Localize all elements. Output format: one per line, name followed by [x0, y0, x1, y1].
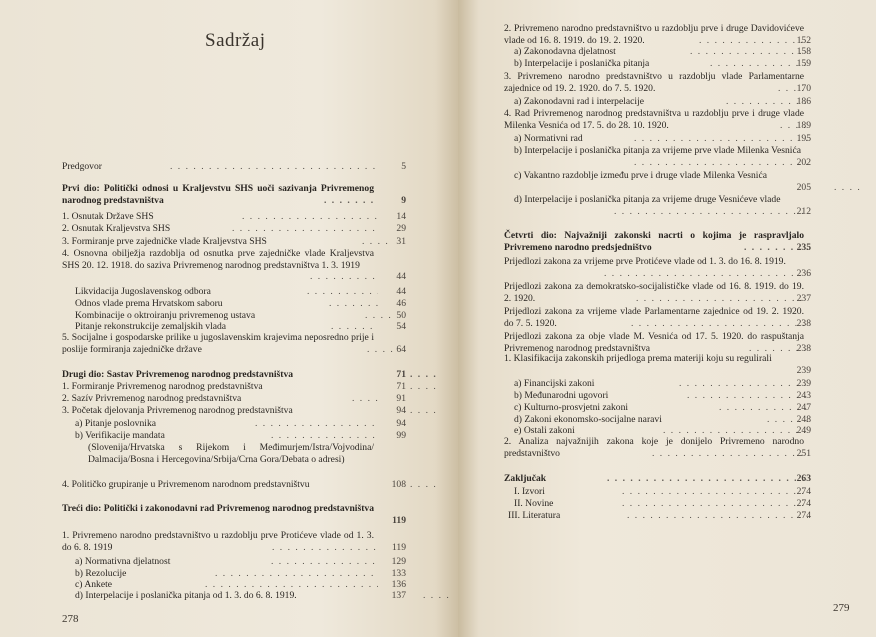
toc-entry-title: Četvrti dio: Najvažniji zakonski nacrti o kojima je raspravljalo Privremeno narodno predsjedništvo: [504, 230, 804, 253]
toc-page-number: 202: [796, 156, 811, 168]
right-toc-entry: [514, 58, 838, 70]
toc-entry-title: a) Pitanje poslovnika: [75, 418, 156, 429]
right-toc-entry: [514, 170, 838, 193]
right-toc-entry: [504, 256, 838, 279]
toc-page-number: 71: [396, 369, 406, 380]
toc-page-number: 50: [396, 310, 406, 321]
leader-dots: [627, 510, 808, 522]
left-toc-entry: [62, 236, 408, 248]
left-toc-entry: [75, 568, 408, 580]
toc-page-number: 129: [391, 556, 406, 567]
toc-entry-title: b) Međunarodni ugovori: [514, 390, 609, 401]
toc-entry-title: Odnos vlade prema Hrvatskom saboru: [75, 298, 223, 309]
toc-entry-title: Prijedlozi zakona za obje vlade M. Vesnića od 17. 5. 1920. do raspuštanja Privremenog narodnog predstavništva: [504, 331, 804, 354]
toc-page-number: 159: [796, 58, 811, 69]
toc-entry-title: I. Izvori: [514, 486, 545, 497]
toc-entry-title: e) Ostali zakoni: [514, 425, 575, 436]
toc-entry-title: Kombinacije o oktroiranju privremenog ustava: [75, 310, 256, 321]
toc-page-number: 71: [396, 381, 406, 392]
leader-dots: [310, 271, 378, 283]
toc-entry-title: Prvi dio: Politički odnosi u Kraljevstvu SHS uoči sazivanja Privremenog narodnog predstavništva: [62, 183, 374, 206]
left-toc-entry: [62, 369, 408, 381]
toc-page-number: 94: [396, 418, 406, 429]
left-toc-entry: [75, 286, 408, 298]
toc-page-number: 64: [396, 343, 406, 355]
left-toc-entry: [62, 161, 408, 173]
left-toc-entry: [62, 530, 408, 553]
toc-entry-title: 2. Osnutak Kraljevstva SHS: [62, 223, 171, 234]
left-toc-entry: [62, 223, 408, 235]
toc-page-number: 237: [796, 292, 811, 304]
toc-entry-title: d) Interpelacije i poslanička pitanja od 1. 3. do 6. 8. 1919.: [75, 590, 297, 601]
leader-dots: [232, 223, 378, 235]
right-toc-entry: [504, 230, 838, 253]
toc-page-number: 14: [396, 211, 406, 222]
leader-dots: [410, 381, 440, 393]
toc-entry-title: a) Zakonodavni rad i interpelacije: [514, 96, 644, 107]
left-toc-entry: [62, 183, 408, 206]
right-toc-entry: [504, 108, 838, 131]
leader-dots: [329, 298, 378, 310]
page-number-right: 279: [833, 602, 850, 614]
toc-entry-title: b) Interpelacije i poslanička pitanja za vrijeme prve vlade Milenka Vesnića: [514, 145, 801, 156]
toc-entry-title: c) Vakantno razdoblje između prve i druge vlade Milenka Vesnića: [514, 170, 767, 181]
right-toc-entry: [514, 46, 838, 58]
leader-dots: [634, 157, 808, 169]
toc-entry-title: Pitanje rekonstrukcije zemaljskih vlada: [75, 321, 227, 332]
leader-dots: [255, 418, 378, 430]
right-toc-entry: [514, 498, 838, 510]
right-toc-entry: [504, 436, 838, 459]
left-toc-entry: [75, 579, 408, 591]
toc-entry-title: Treći dio: Politički i zakonodavni rad Privremenog narodnog predstavništva: [62, 503, 374, 514]
toc-entry-title: a) Normativna djelatnost: [75, 556, 171, 567]
toc-entry-title: 1. Formiranje Privremenog narodnog predstavništva: [62, 381, 263, 392]
right-toc-entry: [504, 306, 838, 329]
right-toc-entry: [514, 378, 838, 390]
toc-page-number: 239: [796, 364, 811, 376]
toc-entry-title: a) Zakonodavna djelatnost: [514, 46, 616, 57]
left-toc-entry: [75, 418, 408, 430]
left-toc-entry: [75, 590, 408, 602]
right-toc-entry: [514, 414, 838, 426]
toc-page-number: 205: [796, 181, 811, 193]
right-page: [458, 0, 876, 637]
toc-entry-title: 2. Analiza najvažnijih zakona koje je donijelo Privremeno narodno predstavništvo: [504, 436, 804, 459]
left-toc-entry: [62, 211, 408, 223]
toc-page-number: 44: [396, 286, 406, 297]
toc-page-number: 263: [796, 473, 811, 484]
leader-dots: [410, 405, 440, 417]
toc-entry-title: III. Literatura: [508, 510, 561, 521]
toc-page-number: 274: [796, 510, 811, 521]
toc-entry-title: II. Novine: [514, 498, 554, 509]
left-toc-entry: [75, 556, 408, 568]
leader-dots: [215, 568, 378, 580]
leader-dots: [423, 590, 453, 602]
right-toc-entry: [504, 281, 838, 304]
leader-dots: [271, 430, 378, 442]
left-toc-entry: [62, 332, 408, 355]
toc-entry-title: 3. Formiranje prve zajedničke vlade Kraljevstva SHS: [62, 236, 267, 247]
leader-dots: [607, 473, 808, 485]
toc-page-number: 158: [796, 46, 811, 57]
leader-dots: [622, 498, 808, 510]
toc-entry-title: (Slovenija/Hrvatska s Rijekom i Međimurjem/Istra/Vojvodina/ Dalmacija/Bosna i Hercegovina/Srbija/Crna Gora/Debata o adresi): [88, 442, 374, 465]
leader-dots: [614, 206, 808, 218]
left-toc-entry: [62, 248, 408, 283]
toc-page-number: 186: [796, 96, 811, 107]
toc-page-number: 108: [391, 479, 406, 490]
toc-entry-title: a) Financijski zakoni: [514, 378, 595, 389]
toc-page-number: 9: [401, 194, 406, 206]
toc-page-number: 119: [391, 541, 406, 553]
leader-dots: [324, 195, 378, 207]
toc-entry-title: Prijedlozi zakona za demokratsko-socijalističke vlade od 16. 8. 1919. do 19. 2. 1920.: [504, 281, 804, 304]
toc-entry-title: b) Verifikacije mandata: [75, 430, 165, 441]
toc-entry-title: d) Interpelacije i poslanička pitanja za vrijeme druge Vesnićeve vlade: [514, 194, 781, 205]
toc-entry-title: Prijedlozi zakona za vrijeme prve Protićeve vlade od 1. 3. do 16. 8. 1919.: [504, 256, 786, 267]
right-toc-entry: [514, 133, 838, 145]
left-toc-entry: [62, 381, 408, 393]
toc-entry-title: a) Normativni rad: [514, 133, 583, 144]
toc-page-number: 54: [396, 321, 406, 332]
toc-page-number: 31: [396, 236, 406, 247]
left-toc-entry: [88, 442, 408, 477]
toc-entry-title: 1. Klasifikacija zakonskih prijedloga prema materiji koju su regulirali: [504, 353, 772, 364]
left-toc-entry: [75, 321, 408, 333]
leader-dots: [410, 479, 440, 491]
leader-dots: [242, 211, 378, 223]
toc-page-number: 44: [396, 271, 406, 282]
right-toc-entry: [514, 390, 838, 402]
toc-page-number: 94: [396, 405, 406, 416]
toc-entry-title: d) Zakoni ekonomsko-socijalne naravi: [514, 414, 662, 425]
toc-page-number: 5: [401, 161, 406, 172]
toc-page-number: 46: [396, 298, 406, 309]
left-toc-entry: [75, 298, 408, 310]
toc-page-number: 170: [796, 82, 811, 94]
toc-entry-title: b) Interpelacije i poslanička pitanja: [514, 58, 650, 69]
toc-entry-title: 5. Socijalne i gospodarske prilike u jugoslavenskim krajevima neposredno prije i poslije formiranja zajedničke države: [62, 332, 374, 355]
leader-dots: [631, 318, 808, 330]
toc-entry-title: 2. Sazív Privremenog narodnog predstavništva: [62, 393, 242, 404]
toc-entry-title: c) Kulturno-prosvjetni zakoni: [514, 402, 629, 413]
toc-page-number: 251: [796, 447, 811, 459]
leader-dots: [634, 133, 808, 145]
leader-dots: [834, 182, 864, 194]
leader-dots: [271, 556, 378, 568]
toc-page-number: 274: [796, 498, 811, 509]
leader-dots: [604, 268, 808, 280]
toc-entry-title: 3. Privremeno narodno predstavništvo u razdoblju vlade Parlamentarne zajednice od 19. 2. 1920. do 7. 5. 1920.: [504, 71, 804, 94]
toc-entry-title: Likvidacija Jugoslavenskog odbora: [75, 286, 211, 297]
right-toc-entry: [504, 71, 838, 94]
toc-entry-title: 4. Rad Privremenog narodnog predstavništva u razdoblju prve i druge vlade Milenka Vesnića od 17. 5. do 28. 10. 1920.: [504, 108, 804, 131]
left-toc-entry: [62, 479, 408, 491]
toc-entry-title: c) Ankete: [75, 579, 113, 590]
right-toc-entry: [504, 473, 838, 485]
toc-page-number: 137: [391, 590, 406, 601]
toc-page-number: 248: [796, 414, 811, 425]
right-toc-entry: [504, 331, 838, 354]
leader-dots: [272, 542, 378, 554]
toc-entry-title: Drugi dio: Sastav Privremenog narodnog predstavništva: [62, 369, 294, 380]
leader-dots: [410, 369, 440, 381]
toc-entry-title: Predgovor: [62, 161, 102, 172]
toc-page-number: 243: [796, 390, 811, 401]
right-toc-entry: [514, 145, 838, 168]
leader-dots: [170, 161, 378, 173]
toc-page-number: 238: [796, 342, 811, 354]
page-title: Sadržaj: [205, 30, 266, 51]
toc-page-number: 133: [391, 568, 406, 579]
toc-page-number: 238: [796, 317, 811, 329]
toc-page-number: 236: [796, 267, 811, 279]
leader-dots: [331, 321, 378, 333]
toc-entry-title: 1. Privremeno narodno predstavništvo u razdoblju prve Protićeve vlade od 1. 3. do 6. 8. 1919: [62, 530, 374, 553]
left-toc-entry: [62, 393, 408, 405]
toc-entry-title: Zaključak: [504, 473, 547, 484]
toc-page-number: 189: [796, 119, 811, 131]
right-toc-entry: [504, 23, 838, 46]
toc-entry-title: 3. Početak djelovanja Privremenog narodnog predstavništva: [62, 405, 293, 416]
toc-page-number: 119: [392, 514, 406, 526]
toc-entry-title: 2. Privremeno narodno predstavništvo u razdoblju prve i druge Davidovićeve vlade od 16. 8. 1919. do 19. 2. 1920.: [504, 23, 804, 46]
right-toc-entry: [508, 510, 838, 522]
leader-dots: [636, 293, 808, 305]
leader-dots: [652, 448, 808, 460]
toc-page-number: 235: [796, 241, 811, 253]
toc-entry-title: b) Rezolucije: [75, 568, 127, 579]
right-toc-entry: [514, 486, 838, 498]
toc-page-number: 247: [796, 402, 811, 413]
right-toc-entry: [514, 425, 838, 437]
toc-entry-title: Prijedlozi zakona za vrijeme vlade Parlamentarne zajednice od 19. 2. 1920. do 7. 5. 1920.: [504, 306, 804, 329]
right-toc-entry: [504, 353, 838, 376]
left-toc-entry: [62, 405, 408, 417]
left-toc-entry: [62, 503, 408, 526]
toc-page-number: 136: [391, 579, 406, 590]
toc-page-number: 239: [796, 378, 811, 389]
toc-page-number: 212: [796, 205, 811, 217]
toc-entry-title: 1. Osnutak Države SHS: [62, 211, 154, 222]
toc-page-number: 274: [796, 486, 811, 497]
toc-page-number: 152: [796, 34, 811, 46]
toc-page-number: 195: [796, 133, 811, 144]
right-toc-entry: [514, 402, 838, 414]
toc-entry-title: 4. Osnovna obilježja razdoblja od osnutka prve zajedničke vlade Kraljevstva SHS 20. 12. 1918. do saziva Privremenog narodnog predstavništva 1. 3. 1919: [62, 248, 374, 271]
toc-page-number: 29: [396, 223, 406, 234]
left-toc-entry: [75, 310, 408, 322]
toc-entry-title: 4. Političko grupiranje u Privremenom narodnom predstavništvu: [62, 479, 310, 490]
leader-dots: [307, 286, 378, 298]
left-toc-entry: [75, 430, 408, 442]
leader-dots: [352, 393, 382, 405]
right-toc-entry: [514, 194, 838, 217]
leader-dots: [205, 579, 378, 591]
toc-page-number: 249: [796, 425, 811, 436]
toc-page-number: 99: [396, 430, 406, 441]
page-number-left: 278: [62, 613, 79, 625]
toc-page-number: 91: [396, 393, 406, 404]
leader-dots: [622, 486, 808, 498]
right-toc-entry: [514, 96, 838, 108]
